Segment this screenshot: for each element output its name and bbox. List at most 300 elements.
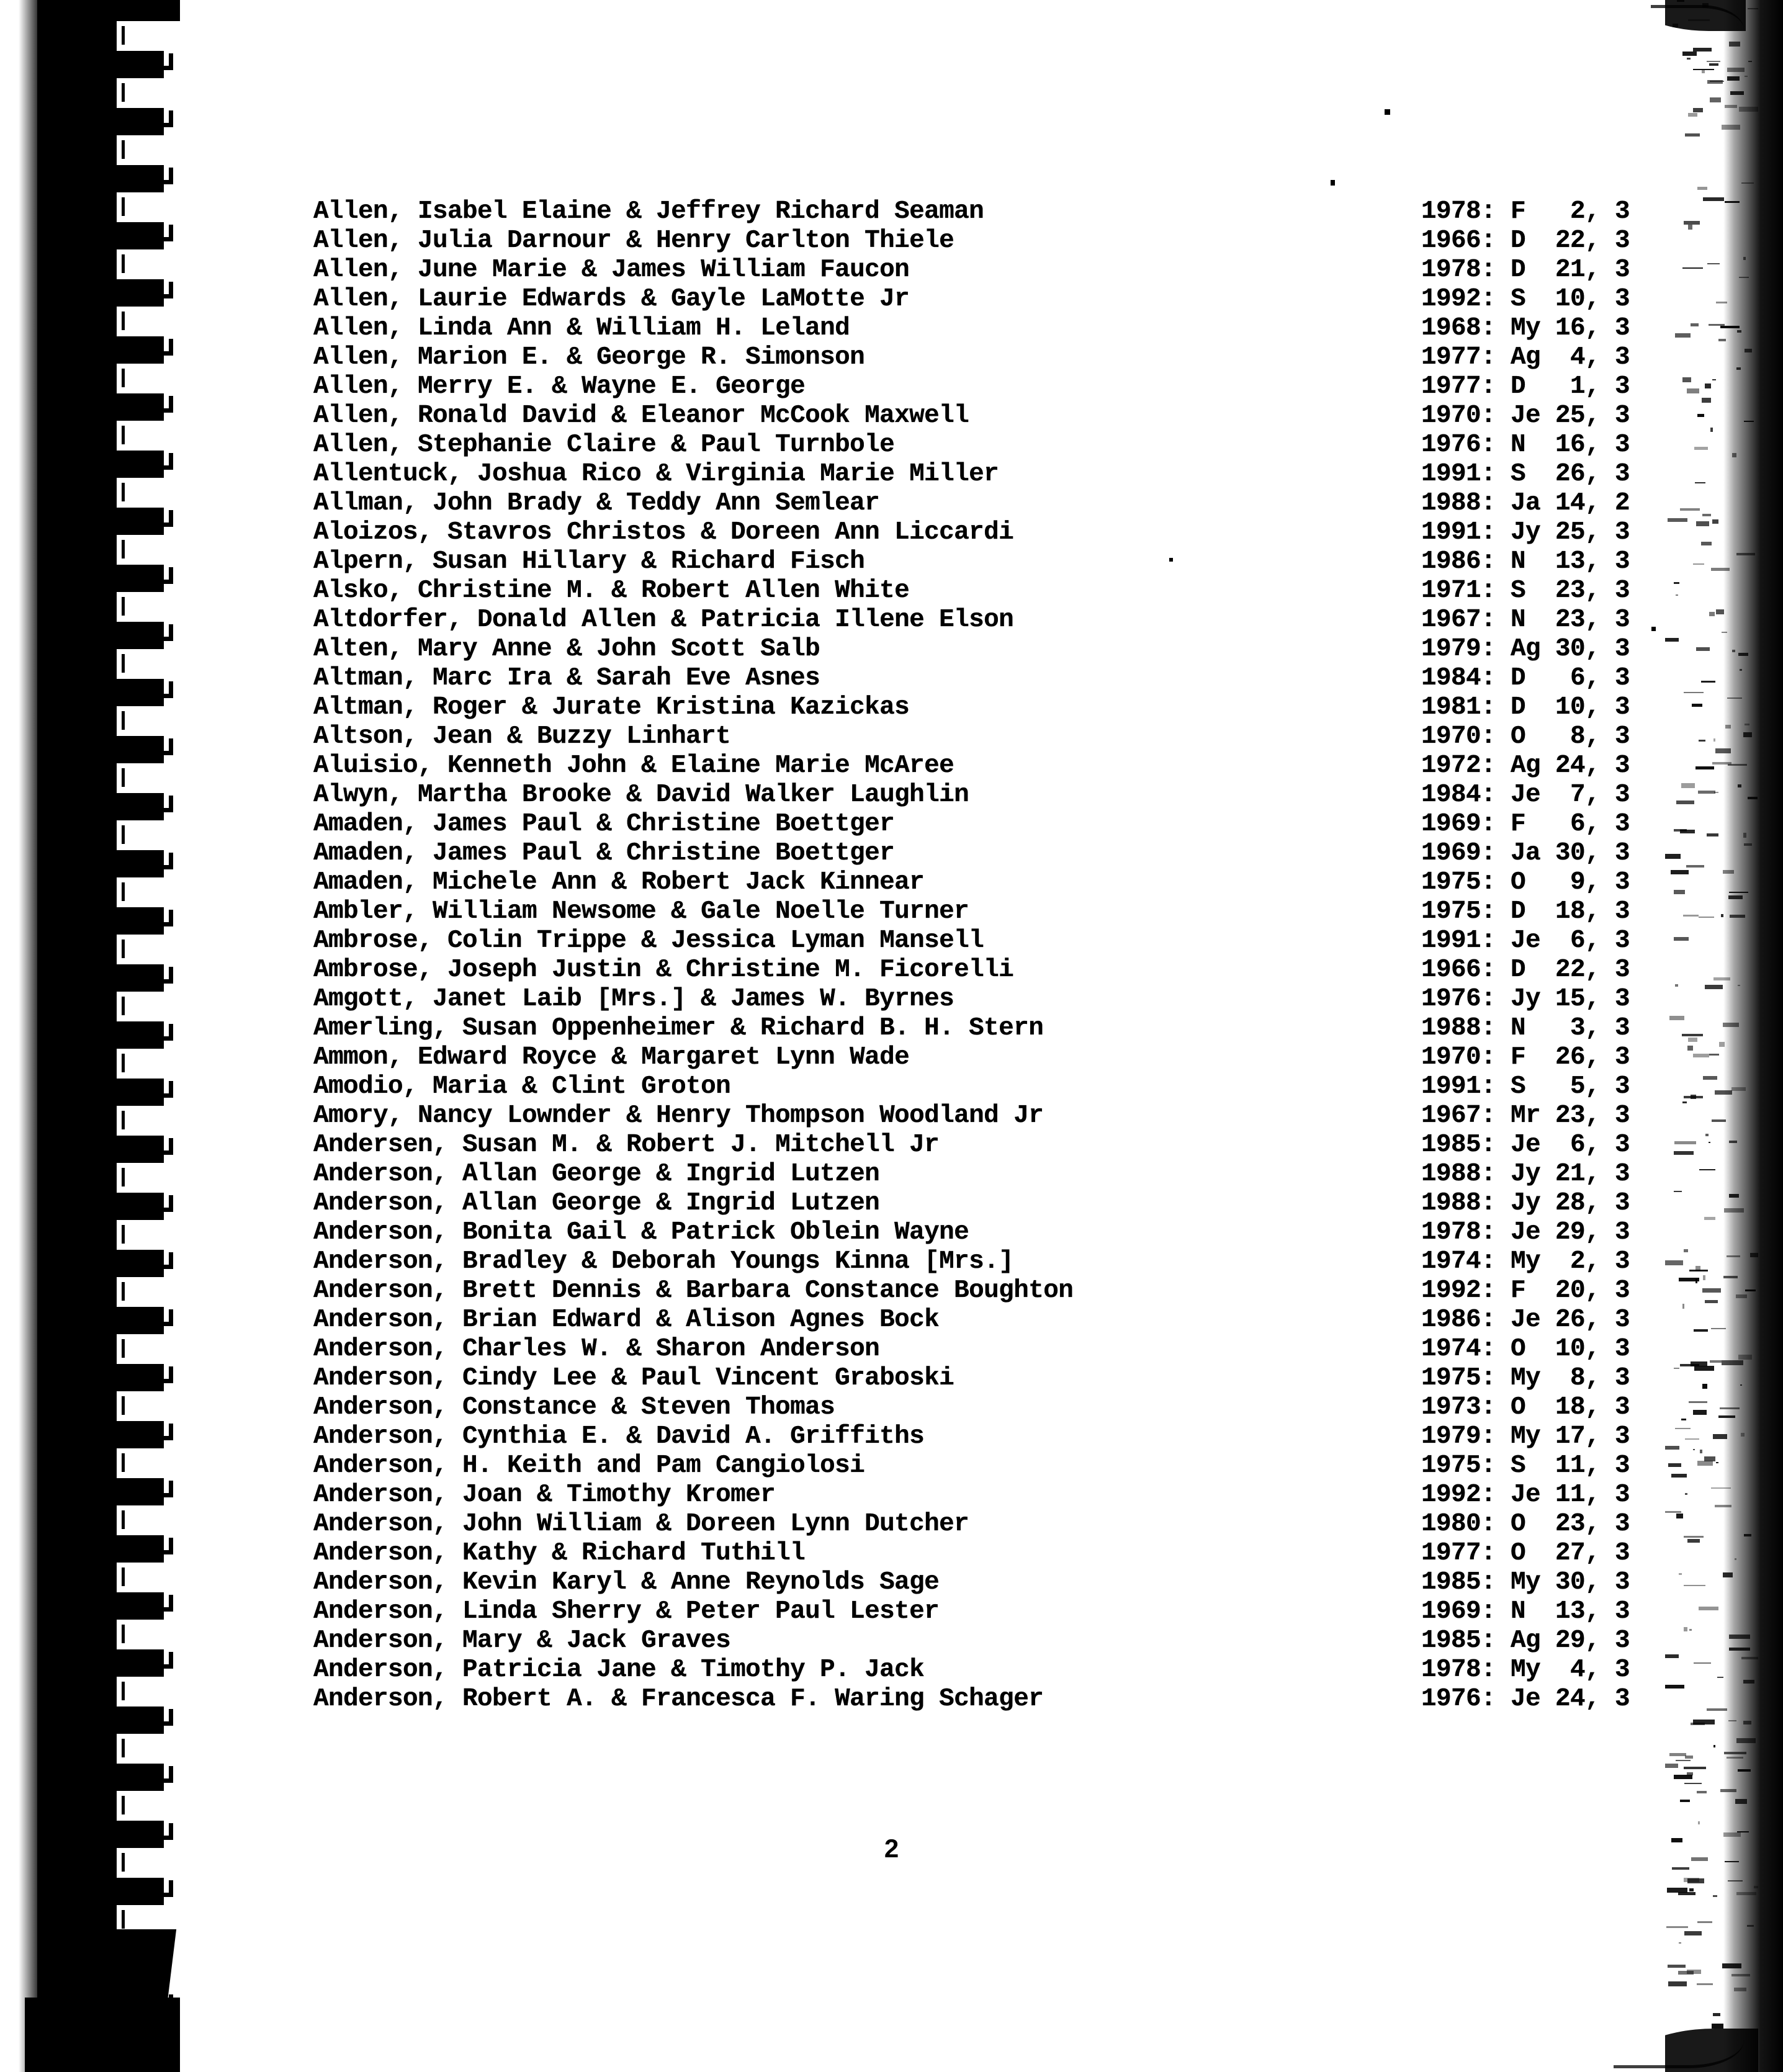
- binding-dash: [122, 597, 125, 616]
- edge-streak: [1684, 1627, 1687, 1631]
- entry-name: Amodio, Maria & Clint Groton: [313, 1072, 731, 1101]
- binding-dash: [122, 1225, 125, 1244]
- edge-streak: [1671, 1474, 1687, 1478]
- binding-dash: [122, 2024, 125, 2043]
- directory-entry-row: [313, 1685, 1630, 1714]
- binding-hook: [153, 1538, 173, 1554]
- edge-streak: [1682, 377, 1691, 382]
- binding-scallop: [65, 621, 104, 650]
- edge-streak: [1692, 704, 1702, 707]
- entry-date: 1975: O 9, 3: [1421, 868, 1630, 897]
- entry-date: 1988: N 3, 3: [1421, 1014, 1630, 1043]
- edge-streak: [1729, 1194, 1739, 1198]
- edge-streak: [1729, 42, 1740, 47]
- entry-date: 1984: Je 7, 3: [1421, 781, 1630, 809]
- edge-streak: [1713, 977, 1730, 980]
- entry-name: Amaden, Michele Ann & Robert Jack Kinnear: [313, 868, 925, 897]
- edge-streak: [1687, 58, 1691, 60]
- edge-streak: [1729, 1141, 1737, 1143]
- directory-entry-row: [313, 1218, 1630, 1247]
- entry-name: Alsko, Christine M. & Robert Allen White: [313, 576, 910, 605]
- edge-streak: [1716, 302, 1727, 303]
- edge-streak: [1685, 1493, 1687, 1495]
- edge-streak: [1725, 105, 1737, 108]
- entry-name: Ambrose, Colin Trippe & Jessica Lyman Mansell: [313, 926, 984, 955]
- edge-streak: [1674, 1191, 1682, 1192]
- binding-dash: [122, 1510, 125, 1529]
- entry-name: Allen, Laurie Edwards & Gayle LaMotte Jr: [313, 285, 910, 313]
- edge-streak: [1723, 870, 1734, 874]
- edge-streak: [1687, 1046, 1693, 1051]
- edge-streak: [1709, 612, 1715, 616]
- directory-entry-row: [313, 1364, 1630, 1393]
- edge-streak: [1698, 1821, 1700, 1824]
- entry-date: 1970: F 26, 3: [1421, 1043, 1630, 1072]
- edge-streak: [1722, 125, 1740, 130]
- directory-entry-row: [313, 1189, 1630, 1218]
- edge-streak: [1668, 1463, 1681, 1467]
- edge-streak: [1712, 2024, 1723, 2029]
- edge-streak: [1688, 113, 1697, 117]
- page-edge-shadow: [1665, 0, 1783, 2072]
- directory-entry-row: [313, 576, 1630, 606]
- entry-date: 1969: N 13, 3: [1421, 1597, 1630, 1626]
- edge-streak: [1730, 91, 1744, 95]
- edge-streak: [1723, 1572, 1733, 1577]
- edge-streak: [1735, 1558, 1736, 1560]
- binding-hook: [153, 1424, 173, 1440]
- edge-streak: [1718, 339, 1726, 341]
- edge-streak: [1745, 349, 1752, 352]
- edge-streak: [1715, 748, 1731, 753]
- entry-date: 1977: D 1, 3: [1421, 372, 1630, 401]
- directory-listing: [313, 197, 1630, 1714]
- edge-streak: [1723, 1276, 1738, 1278]
- directory-entry-row: [313, 518, 1630, 547]
- binding-dash: [122, 426, 125, 444]
- edge-streak: [1707, 263, 1720, 264]
- edge-streak: [1741, 1657, 1758, 1659]
- edge-streak: [1671, 870, 1689, 874]
- edge-streak: [1686, 865, 1704, 868]
- edge-streak: [1707, 61, 1720, 62]
- entry-date: 1967: Mr 23, 3: [1421, 1101, 1630, 1130]
- binding-scallop: [65, 678, 104, 707]
- binding-dash: [122, 1453, 125, 1472]
- edge-streak: [1703, 1275, 1705, 1280]
- binding-dash: [122, 83, 125, 102]
- entry-date: 1974: O 10, 3: [1421, 1335, 1630, 1363]
- directory-entry-row: [313, 1043, 1630, 1072]
- edge-streak: [1707, 1708, 1727, 1711]
- entry-name: Anderson, Kevin Karyl & Anne Reynolds Sage: [313, 1568, 940, 1597]
- edge-streak: [1665, 1654, 1679, 1658]
- edge-streak: [1730, 915, 1745, 918]
- entry-name: Allman, John Brady & Teddy Ann Semlear: [313, 489, 880, 518]
- edge-streak: [1675, 333, 1691, 338]
- binding-dash: [122, 483, 125, 501]
- binding-hook: [153, 1252, 173, 1269]
- edge-streak: [1754, 1886, 1758, 1888]
- binding-hook: [153, 110, 173, 127]
- entry-name: Amaden, James Paul & Christine Boettger: [313, 810, 895, 838]
- binding-dash: [122, 312, 125, 330]
- entry-name: Andersen, Susan M. & Robert J. Mitchell Jr: [313, 1131, 940, 1159]
- edge-streak: [1696, 647, 1710, 651]
- scan-speck: [1385, 109, 1390, 115]
- edge-streak: [1727, 1255, 1740, 1257]
- edge-streak: [1731, 1974, 1750, 1976]
- entry-date: 1979: My 17, 3: [1421, 1422, 1630, 1451]
- entry-name: Anderson, Brett Dennis & Barbara Constance Boughton: [313, 1276, 1074, 1305]
- entry-name: Allen, Julia Darnour & Henry Carlton Thiele: [313, 226, 954, 255]
- edge-streak: [1725, 725, 1731, 729]
- directory-entry-row: [313, 664, 1630, 693]
- directory-entry-row: [313, 1247, 1630, 1276]
- edge-streak: [1743, 732, 1752, 737]
- edge-streak: [1702, 514, 1711, 516]
- edge-streak: [1674, 890, 1685, 894]
- entry-date: 1972: Ag 24, 3: [1421, 751, 1630, 780]
- edge-streak: [1681, 783, 1695, 788]
- binding-dash: [122, 254, 125, 273]
- edge-streak: [1680, 1800, 1690, 1802]
- edge-streak: [1674, 937, 1689, 941]
- spiral-binding-artifact: [0, 0, 186, 2072]
- edge-streak: [1697, 414, 1704, 417]
- entry-name: Allen, Merry E. & Wayne E. George: [313, 372, 806, 401]
- binding-scallop: [65, 2048, 104, 2072]
- entry-date: 1975: S 11, 3: [1421, 1451, 1630, 1480]
- edge-streak: [1688, 1038, 1697, 1042]
- edge-streak: [1720, 1407, 1740, 1409]
- entry-date: 1991: Je 6, 3: [1421, 926, 1630, 955]
- binding-dash: [122, 882, 125, 901]
- binding-dash: [122, 1739, 125, 1757]
- directory-entry-row: [313, 868, 1630, 897]
- entry-name: Anderson, Bradley & Deborah Youngs Kinna [Mrs.]: [313, 1247, 1014, 1276]
- binding-dash: [122, 1967, 125, 1986]
- entry-date: 1981: D 10, 3: [1421, 693, 1630, 722]
- edge-streak: [1699, 1169, 1715, 1170]
- entry-date: 1977: O 27, 3: [1421, 1539, 1630, 1567]
- entry-date: 1975: D 18, 3: [1421, 897, 1630, 926]
- entry-date: 1973: O 18, 3: [1421, 1393, 1630, 1422]
- entry-date: 1970: O 8, 3: [1421, 722, 1630, 751]
- edge-streak: [1685, 1438, 1699, 1440]
- directory-entry-row: [313, 1014, 1630, 1043]
- binding-hook: [153, 1024, 173, 1041]
- entry-name: Anderson, Constance & Steven Thomas: [313, 1393, 835, 1422]
- edge-streak: [1694, 1366, 1714, 1371]
- edge-streak: [1666, 1926, 1688, 1928]
- entry-name: Alten, Mary Anne & John Scott Salb: [313, 635, 820, 663]
- binding-dash: [122, 1625, 125, 1643]
- edge-streak: [1732, 650, 1735, 652]
- edge-streak: [1676, 801, 1694, 804]
- edge-streak: [1697, 1921, 1712, 1923]
- edge-streak: [1694, 1329, 1708, 1332]
- edge-streak: [1676, 1514, 1683, 1518]
- edge-streak: [1702, 70, 1705, 73]
- edge-streak: [1668, 1965, 1686, 1968]
- edge-streak: [1695, 1279, 1697, 1283]
- edge-streak: [1736, 1738, 1756, 1743]
- edge-streak: [1699, 917, 1714, 918]
- directory-entry-row: [313, 489, 1630, 518]
- edge-streak: [1720, 1789, 1736, 1792]
- directory-entry-row: [313, 897, 1630, 926]
- edge-streak: [1682, 1101, 1687, 1103]
- entry-date: 1978: D 21, 3: [1421, 256, 1630, 284]
- binding-scallop: [65, 1420, 104, 1449]
- binding-hook: [153, 1081, 173, 1098]
- binding-hook: [153, 1595, 173, 1612]
- edge-streak: [1738, 1769, 1751, 1772]
- entry-name: Anderson, Charles W. & Sharon Anderson: [313, 1335, 880, 1363]
- entry-date: 1992: Je 11, 3: [1421, 1481, 1630, 1509]
- edge-streak: [1681, 1419, 1686, 1420]
- binding-scallop: [65, 50, 104, 79]
- binding-hook: [153, 1652, 173, 1669]
- edge-streak: [1697, 1983, 1713, 1985]
- binding-hook: [153, 853, 173, 869]
- edge-streak: [1668, 1981, 1687, 1986]
- directory-entry-row: [313, 547, 1630, 576]
- edge-streak: [1743, 1721, 1751, 1724]
- edge-streak: [1743, 833, 1746, 838]
- binding-scallop: [65, 1135, 104, 1164]
- edge-streak: [1695, 482, 1705, 483]
- binding-hook: [153, 510, 173, 527]
- edge-streak: [1715, 1505, 1731, 1507]
- binding-hook: [153, 168, 173, 184]
- edge-streak: [1665, 854, 1681, 859]
- edge-streak: [1709, 1142, 1710, 1143]
- edge-streak: [1705, 985, 1723, 989]
- edge-streak: [1710, 97, 1721, 102]
- binding-hook: [153, 396, 173, 413]
- entry-date: 1988: Ja 14, 2: [1421, 489, 1630, 518]
- edge-streak: [1713, 2013, 1720, 2016]
- edge-streak: [1711, 568, 1730, 571]
- edge-streak: [1736, 1892, 1756, 1895]
- edge-streak: [1721, 914, 1723, 917]
- directory-entry-row: [313, 635, 1630, 664]
- directory-entry-row: [313, 197, 1630, 226]
- binding-scallop: [65, 1877, 104, 1906]
- binding-hook: [153, 1766, 173, 1783]
- edge-streak: [1665, 1685, 1684, 1689]
- entry-date: 1976: Jy 15, 3: [1421, 985, 1630, 1013]
- binding-hook: [153, 453, 173, 470]
- edge-streak: [1732, 453, 1736, 457]
- binding-scallop: [65, 1021, 104, 1049]
- directory-entry-row: [313, 431, 1630, 460]
- entry-name: Altman, Roger & Jurate Kristina Kazickas: [313, 693, 910, 722]
- edge-streak: [1705, 1134, 1709, 1136]
- entry-name: Anderson, H. Keith and Pam Cangiolosi: [313, 1451, 865, 1480]
- edge-streak: [1682, 267, 1703, 269]
- entry-name: Aluisio, Kenneth John & Elaine Marie McAree: [313, 751, 954, 780]
- edge-streak: [1727, 68, 1745, 72]
- edge-streak: [1731, 1087, 1746, 1091]
- entry-date: 1985: My 30, 3: [1421, 1568, 1630, 1597]
- directory-entry-row: [313, 1335, 1630, 1364]
- edge-streak: [1705, 383, 1711, 388]
- entry-date: 1968: My 16, 3: [1421, 314, 1630, 343]
- entry-name: Allentuck, Joshua Rico & Virginia Marie Miller: [313, 460, 999, 488]
- edge-streak: [1675, 984, 1678, 987]
- edge-streak: [1665, 1511, 1681, 1513]
- edge-streak: [1701, 681, 1715, 683]
- entry-name: Altman, Marc Ira & Sarah Eve Asnes: [313, 664, 820, 693]
- edge-streak: [1736, 1294, 1747, 1298]
- entry-date: 1988: Jy 21, 3: [1421, 1160, 1630, 1188]
- edge-streak: [1688, 225, 1692, 230]
- edge-streak: [1722, 1360, 1743, 1365]
- entry-name: Anderson, Cynthia E. & David A. Griffiths: [313, 1422, 925, 1451]
- binding-dash: [122, 197, 125, 216]
- binding-scallop: [65, 1363, 104, 1392]
- binding-scallop: [65, 1934, 104, 1963]
- edge-streak: [1729, 892, 1748, 893]
- edge-streak: [1728, 1720, 1736, 1721]
- entry-date: 1991: S 26, 3: [1421, 460, 1630, 488]
- edge-streak: [1701, 542, 1712, 545]
- directory-entry-row: [313, 1131, 1630, 1160]
- binding-hook: [153, 225, 173, 241]
- entry-date: 1976: Je 24, 3: [1421, 1685, 1630, 1713]
- directory-entry-row: [313, 1656, 1630, 1685]
- entry-name: Allen, Stephanie Claire & Paul Turnbole: [313, 431, 895, 459]
- edge-streak: [1715, 1090, 1732, 1095]
- edge-streak: [1710, 1360, 1722, 1363]
- binding-hook: [153, 1880, 173, 1897]
- edge-streak: [1738, 1355, 1752, 1360]
- edge-streak: [1675, 1428, 1691, 1429]
- binding-scallop: [65, 1706, 104, 1734]
- edge-streak: [1709, 1054, 1719, 1056]
- scan-speck: [1651, 627, 1656, 631]
- binding-dash: [122, 1682, 125, 1700]
- binding-dash: [122, 654, 125, 673]
- binding-dash: [122, 1796, 125, 1814]
- edge-streak: [1704, 1217, 1715, 1220]
- entry-date: 1978: F 2, 3: [1421, 197, 1630, 226]
- edge-streak: [1699, 740, 1705, 742]
- edge-streak: [1680, 508, 1700, 511]
- binding-scallop: [65, 1991, 104, 2020]
- directory-entry-row: [313, 460, 1630, 489]
- edge-streak: [1684, 1767, 1706, 1769]
- edge-streak: [1703, 197, 1724, 201]
- edge-streak: [1693, 1410, 1707, 1415]
- directory-entry-row: [313, 401, 1630, 431]
- edge-streak: [1703, 1076, 1717, 1080]
- binding-scallop: [65, 907, 104, 935]
- edge-streak: [1740, 1384, 1742, 1386]
- edge-streak: [1702, 398, 1711, 403]
- binding-scallop: [65, 564, 104, 593]
- entry-name: Amaden, James Paul & Christine Boettger: [313, 839, 895, 868]
- directory-entry-row: [313, 1393, 1630, 1422]
- edge-streak: [1669, 1753, 1686, 1756]
- binding-hook: [153, 1309, 173, 1326]
- directory-entry-row: [313, 722, 1630, 751]
- binding-hook: [153, 0, 173, 13]
- edge-streak: [1699, 1607, 1718, 1610]
- binding-scallop: [65, 279, 104, 307]
- entry-date: 1979: Ag 30, 3: [1421, 635, 1630, 663]
- binding-dash: [122, 997, 125, 1015]
- edge-streak: [1744, 1534, 1751, 1536]
- edge-streak: [1684, 1585, 1705, 1586]
- edge-streak: [1700, 1450, 1702, 1453]
- binding-dash: [122, 540, 125, 558]
- binding-hook: [153, 624, 173, 641]
- edge-streak: [1723, 1023, 1739, 1027]
- edge-streak: [1683, 915, 1699, 917]
- entry-name: Anderson, Mary & Jack Graves: [313, 1626, 731, 1655]
- directory-entry-row: [313, 693, 1630, 722]
- binding-hook: [153, 910, 173, 926]
- directory-entry-row: [313, 1626, 1630, 1656]
- edge-streak: [1739, 107, 1758, 112]
- entry-date: 1988: Jy 28, 3: [1421, 1189, 1630, 1218]
- edge-streak: [1727, 76, 1740, 81]
- entry-name: Allen, Isabel Elaine & Jeffrey Richard Seaman: [313, 197, 984, 226]
- entry-date: 1967: N 23, 3: [1421, 606, 1630, 634]
- binding-hook: [153, 967, 173, 984]
- binding-hook: [153, 2052, 173, 2068]
- edge-streak: [1712, 379, 1716, 380]
- edge-streak: [1720, 326, 1740, 328]
- binding-scallop: [65, 1478, 104, 1506]
- directory-entry-row: [313, 343, 1630, 372]
- edge-streak: [1745, 724, 1749, 725]
- entry-date: 1976: N 16, 3: [1421, 431, 1630, 459]
- edge-streak: [1722, 1963, 1741, 1968]
- edge-streak: [1687, 1970, 1701, 1974]
- directory-entry-row: [313, 314, 1630, 343]
- edge-streak: [1693, 48, 1712, 52]
- directory-entry-row: [313, 1422, 1630, 1451]
- edge-streak: [1691, 1723, 1705, 1725]
- entry-name: Ammon, Edward Royce & Margaret Lynn Wade: [313, 1043, 910, 1072]
- edge-streak: [1748, 61, 1752, 62]
- edge-streak: [1724, 1208, 1744, 1213]
- binding-hook: [153, 1366, 173, 1383]
- edge-streak: [1738, 985, 1740, 986]
- edge-streak: [1705, 1300, 1718, 1303]
- entry-name: Anderson, John William & Doreen Lynn Dutcher: [313, 1510, 969, 1538]
- entry-name: Anderson, Kathy & Richard Tuthill: [313, 1539, 806, 1567]
- entry-name: Alwyn, Martha Brooke & David Walker Laughlin: [313, 781, 969, 809]
- edge-streak: [1679, 1942, 1681, 1944]
- edge-streak: [1713, 1895, 1717, 1897]
- entry-date: 1992: F 20, 3: [1421, 1276, 1630, 1305]
- entry-name: Anderson, Bonita Gail & Patrick Oblein Wayne: [313, 1218, 969, 1247]
- binding-hook: [153, 339, 173, 356]
- entry-name: Allen, Linda Ann & William H. Leland: [313, 314, 850, 343]
- edge-streak: [1665, 1446, 1679, 1450]
- entry-date: 1966: D 22, 3: [1421, 226, 1630, 255]
- binding-scallop: [65, 107, 104, 136]
- entry-date: 1977: Ag 4, 3: [1421, 343, 1630, 372]
- edge-streak: [1679, 1573, 1682, 1575]
- edge-streak: [1693, 108, 1703, 112]
